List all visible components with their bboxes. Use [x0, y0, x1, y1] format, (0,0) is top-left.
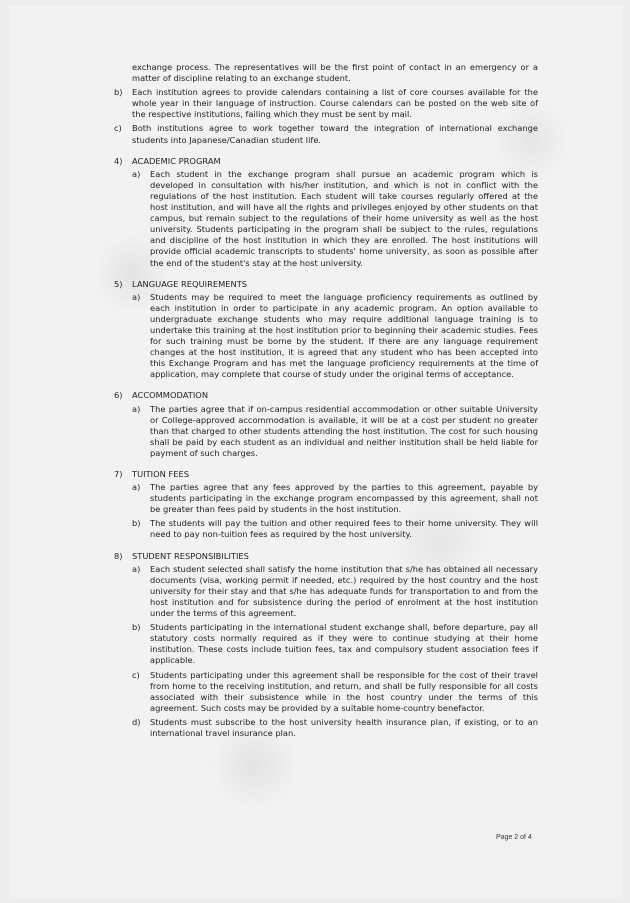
section-number: 6) [114, 390, 123, 401]
list-item [132, 292, 538, 381]
section-title: LANGUAGE REQUIREMENTS [132, 278, 248, 289]
section-title: TUITION FEES [132, 469, 190, 479]
list-item [132, 670, 538, 714]
list-item [114, 87, 538, 120]
list-item [132, 169, 538, 269]
item-text: Students may be required to meet the language proficiency requirements as outlined by each institution in order to participate in any academic program. An option available to undergraduate exchange students who may require additional language training is to undertake this training at the host institution prior to beginning their academic studies. Fees for such training must be borne by the student. If there are any language requirement changes at the host institution, it is agreed that any student who has been accepted into this Exchange Program and has met the language proficiency requirements at the time of application, may complete that course of study under the original terms of acceptance. [150, 291, 538, 380]
section-number: 8) [114, 550, 123, 561]
item-marker: a) [132, 403, 141, 414]
item-marker: a) [132, 482, 141, 493]
section-body [132, 404, 538, 459]
list-item [114, 123, 538, 145]
section-language-requirements [114, 279, 538, 381]
item-text: Students participating in the international student exchange shall, before departure, pay all statutory costs normally required as if they were to continue studying at their home institution. These costs include tuition fees, tax and compulsory student association fees if applicable. [150, 622, 538, 666]
item-text: The students will pay the tuition and other required fees to their home university. They will need to pay non-tuition fees as required by the host university. [150, 518, 538, 540]
item-marker: a) [132, 291, 141, 302]
section-student-responsibilities [114, 551, 538, 740]
item-marker: a) [132, 563, 141, 574]
item-text: Both institutions agree to work together toward the integration of international exchange students into Japanese/Canadian student life. [132, 123, 538, 145]
list-item [132, 518, 538, 540]
section-body [132, 292, 538, 381]
section-tuition-fees [114, 469, 538, 541]
item-text: Each student selected shall satisfy the home institution that s/he has obtained all necessary documents (visa, working permit if needed, etc.) required by the host country and the host university for their stay and that s/he has adequate funds for transportation to and from the host institution and for subsistence during the period of enrolment at the host institution under the terms of this agreement. [150, 563, 538, 619]
section-title: ACCOMMODATION [132, 390, 209, 401]
section-body [132, 169, 538, 269]
section-number: 5) [114, 278, 123, 289]
intro-items [114, 87, 538, 145]
section-heading [114, 551, 538, 562]
item-text: Each student in the exchange program shall pursue an academic program which is developed in consultation with his/her institution, and which is not in conflict with the regulations of the host institution. Each student will take courses regularly offered at the host institution, and will have all the rights and privileges enjoyed by other students on that campus, but remain subject to the regulations of their home university as well as the host university. Students participating in the program shall be subject to the rules, regulations and discipline of the host institution in which they are enrolled. The host institutions will provide official academic transcripts to students' home university, as soon as possible after the end of the student's stay at the host university. [150, 168, 538, 268]
item-marker: c) [114, 123, 122, 134]
item-text: Each institution agrees to provide calendars containing a list of core courses available for the whole year in their language of instruction. Course calendars can be posted on the web site of the respective institutions, failing which they must be sent by mail. [132, 87, 538, 120]
list-item [132, 564, 538, 619]
section-title: ACADEMIC PROGRAM [132, 155, 221, 166]
item-marker: b) [114, 87, 123, 98]
item-text: Students must subscribe to the host university health insurance plan, if existing, or to an international travel insurance plan. [150, 716, 538, 738]
list-item [132, 404, 538, 459]
document-page [10, 6, 622, 899]
section-academic-program [114, 156, 538, 269]
item-marker: c) [132, 669, 140, 680]
section-accommodation [114, 390, 538, 459]
item-text: The parties agree that any fees approved by the parties to this agreement, payable by students participating in the exchange program encompassed by this agreement, shall not be greater than fees paid by students in the host institution. [150, 482, 538, 515]
item-text: The parties agree that if on-campus residential accommodation or other suitable University or College-approved accommodation is available, it will be at a cost per student no greater than that charged to other students attending the host institution. The cost for such housing shall be paid by each student as an individual and neither institution shall be held liable for payment of such charges. [150, 403, 538, 458]
list-item [132, 717, 538, 739]
section-heading [114, 279, 538, 290]
section-heading [114, 469, 538, 480]
page-number: Page 2 of 4 [496, 834, 532, 841]
section-heading [114, 390, 538, 401]
list-item [132, 482, 538, 515]
item-text: Students participating under this agreement shall be responsible for the cost of their travel from home to the receiving institution, and return, and shall be fully responsible for all costs associated with their subsistence while in the host country under the terms of this agreement. Such costs may be provided by a suitable home-country benefactor. [150, 669, 538, 713]
section-title: STUDENT RESPONSIBILITIES [132, 550, 249, 561]
list-item [132, 622, 538, 666]
item-marker: b) [132, 622, 141, 633]
intro-continuation: exchange process. The representatives will be the first point of contact in an emergency or a matter of discipline relating to an exchange student. [132, 62, 538, 84]
section-body [132, 564, 538, 739]
section-number: 7) [114, 469, 123, 479]
item-marker: d) [132, 716, 141, 727]
page-content [114, 62, 538, 742]
section-body [132, 482, 538, 540]
section-number: 4) [114, 155, 123, 166]
section-heading [114, 156, 538, 167]
item-marker: a) [132, 168, 141, 179]
item-marker: b) [132, 518, 141, 529]
